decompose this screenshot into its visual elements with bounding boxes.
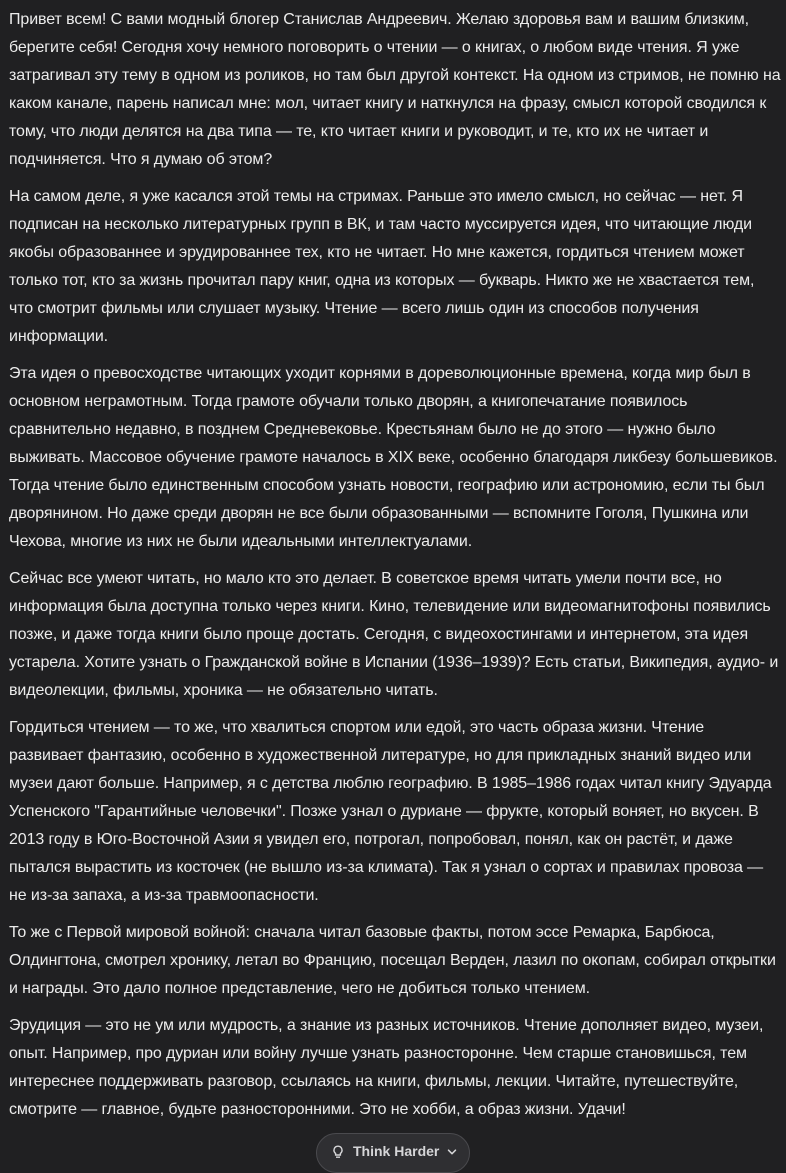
assistant-message bbox=[9, 6, 781, 1133]
message-paragraph-1: Привет всем! С вами модный блогер Станислав Андреевич. Желаю здоровья вам и вашим близким, берегите себя! Сегодня хочу немного поговорить о чтении — о книгах, о любом виде чтения. Я уже затрагивал эту тему в одном из роликов, но там был другой контекст. На одном из стримов, не помню на каком канале, парень написал мне: мол, читает книгу и наткнулся на фразу, смысл которой сводился к тому, что люди делятся на два типа — те, кто читает книги и руководит, и те, кто их не читает и подчиняется. Что я думаю об этом? bbox=[9, 11, 781, 168]
lightbulb-icon bbox=[331, 1145, 345, 1159]
message-paragraph-3: Эта идея о превосходстве читающих уходит корнями в дореволюционные времена, когда мир был в основном неграмотным. Тогда грамоте обучали только дворян, а книгопечатание появилось сравнительно недавно, в позднем Средневековье. Крестьянам было не до этого — нужно было выживать. Массовое обучение грамоте началось в XIX веке, особенно благодаря ликбезу большевиков. Тогда чтение было единственным способом узнать новости, географию или астрономию, если ты был дворянином. Но даже среди дворян не все были образованными — вспомните Гоголя, Пушкина или Чехова, многие из них не были идеальными интеллектуалами. bbox=[9, 365, 778, 550]
message-paragraph-4: Сейчас все умеют читать, но мало кто это делает. В советское время читать умели почти все, но информация была доступна только через книги. Кино, телевидение или видеомагнитофоны появились позже, и даже тогда книги было проще достать. Сегодня, с видеохостингами и интернетом, эта идея устарела. Хотите узнать о Гражданской войне в Испании (1936–1939)? Есть статьи, Википедия, аудио- и видеолекции, фильмы, хроника — не обязательно читать. bbox=[9, 570, 779, 699]
think-harder-label: Think Harder bbox=[353, 1143, 440, 1159]
chevron-down-icon bbox=[447, 1147, 457, 1157]
message-paragraph-7: Эрудиция — это не ум или мудрость, а знание из разных источников. Чтение дополняет видео, музеи, опыт. Например, про дуриан или войну лучше узнать разносторонне. Чем старше становишься, тем интереснее поддерживать разговор, ссылаясь на книги, фильмы, лекции. Читайте, путешествуйте, смотрите — главное, будьте разносторонними. Это не хобби, а образ жизни. Удачи! bbox=[9, 1017, 764, 1118]
message-paragraph-6: То же с Первой мировой войной: сначала читал базовые факты, потом эссе Ремарка, Барбюса, Олдингтона, смотрел хронику, летал во Францию, посещал Верден, лазил по окопам, собирал открытки и награды. Это дало полное представление, чего не добиться только чтением. bbox=[9, 924, 776, 997]
message-paragraph-2: На самом деле, я уже касался этой темы на стримах. Раньше это имело смысл, но сейчас — нет. Я подписан на несколько литературных групп в ВК, и там часто муссируется идея, что читающие люди якобы образованнее и эрудированнее тех, кто не читает. Но мне кажется, гордиться чтением может только тот, кто за жизнь прочитал пару книг, одна из которых — букварь. Никто же не хвастается тем, что смотрит фильмы или слушает музыку. Чтение — всего лишь один из способов получения информации. bbox=[9, 188, 755, 345]
think-harder-button[interactable] bbox=[316, 1133, 470, 1173]
message-paragraph-5: Гордиться чтением — то же, что хвалиться спортом или едой, это часть образа жизни. Чтение развивает фантазию, особенно в художественной литературе, но для прикладных знаний видео или музеи дают больше. Например, я с детства люблю географию. В 1985–1986 годах читал книгу Эдуарда Успенского "Гарантийные человечки". Позже узнал о дуриане — фрукте, который воняет, но вкусен. В 2013 году в Юго-Восточной Азии я увидел его, потрогал, попробовал, понял, как он растёт, и даже пытался вырастить из косточек (не вышло из-за климата). Так я узнал о сортах и правилах провоза — не из-за запаха, а из-за травмоопасности. bbox=[9, 719, 772, 904]
